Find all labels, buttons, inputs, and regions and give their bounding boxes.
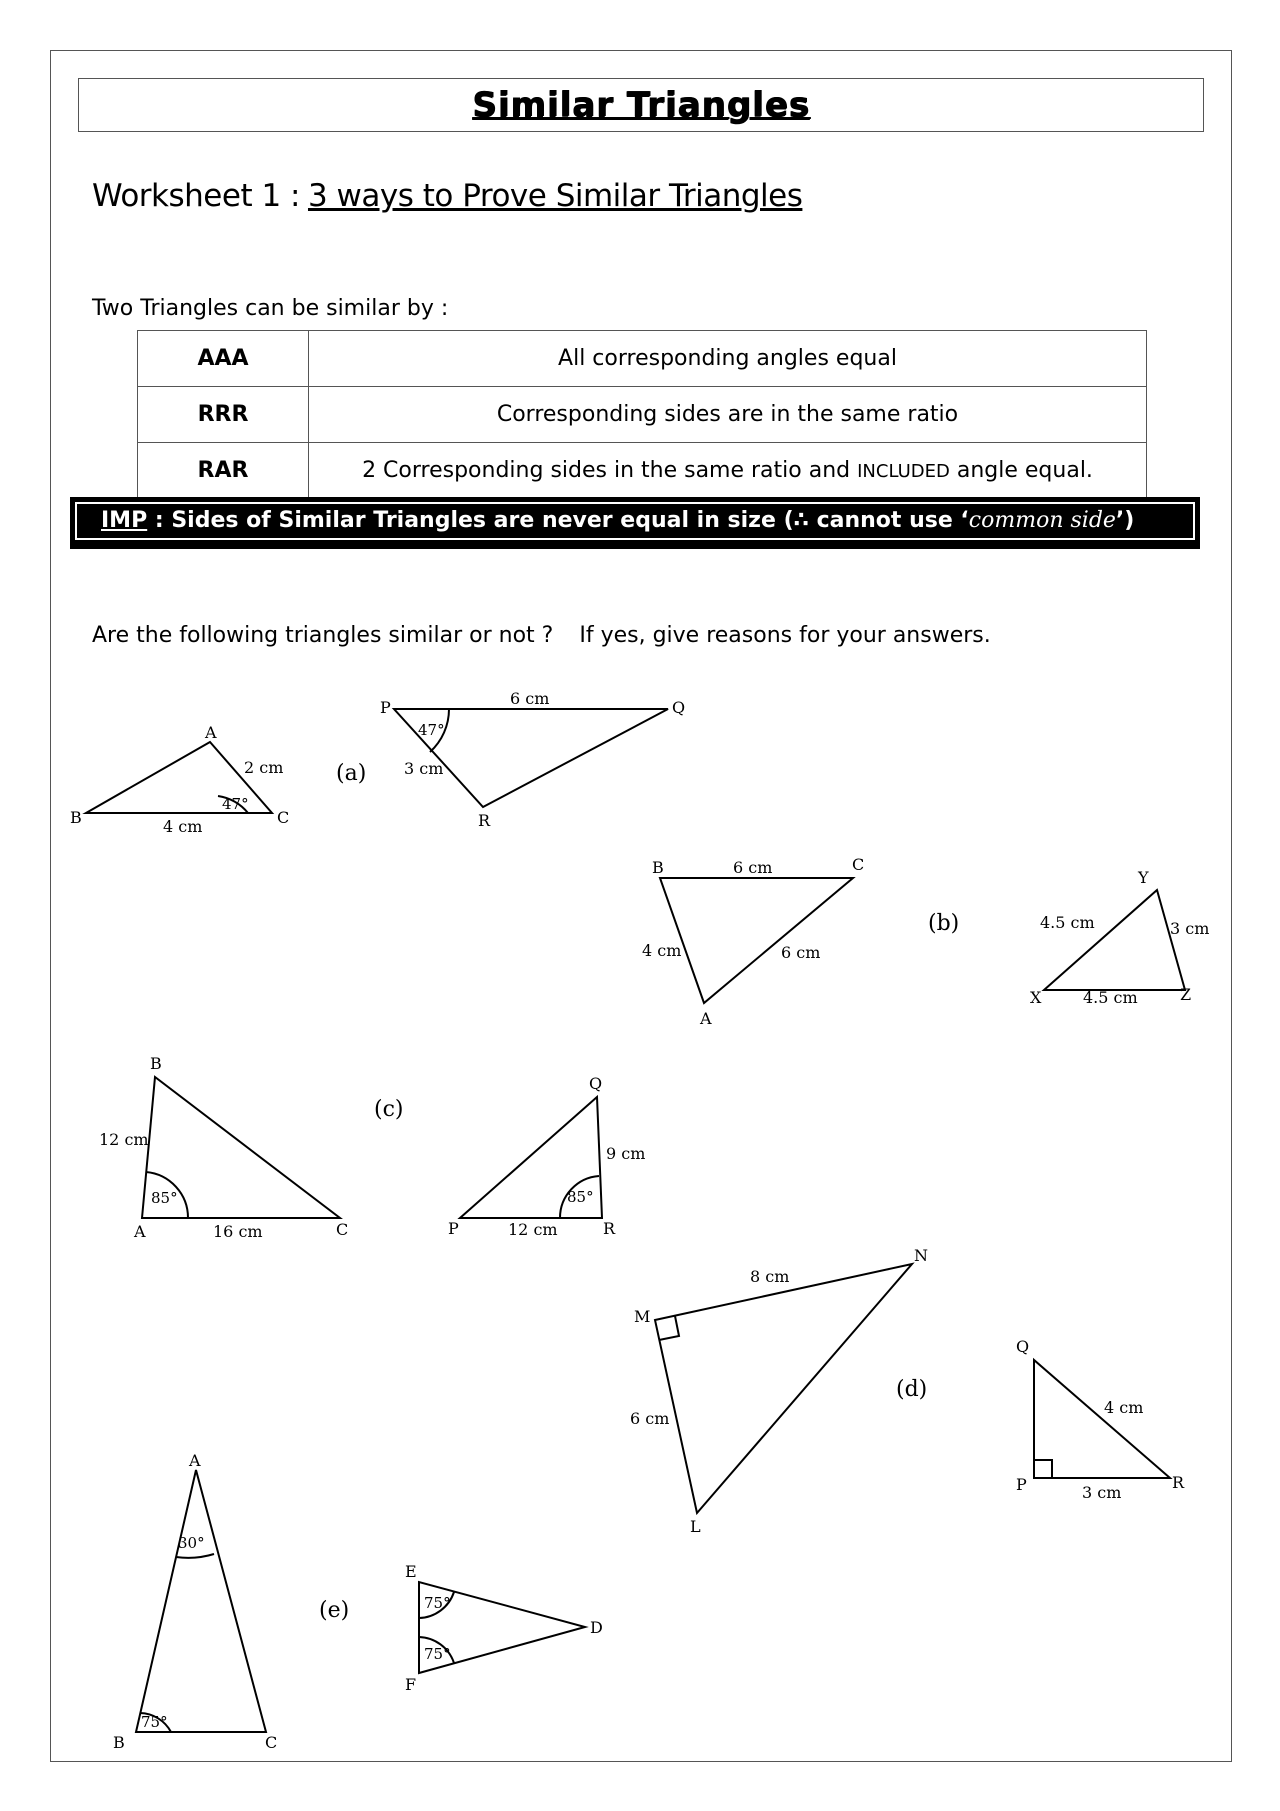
vertex-label: P: [448, 1219, 459, 1238]
side-label: 4 cm: [163, 817, 203, 836]
imp-colon: :: [147, 508, 172, 533]
vertex-label: A: [134, 1222, 146, 1241]
vertex-label: C: [852, 855, 865, 874]
vertex-label: E: [405, 1562, 417, 1581]
side-label: 4 cm: [642, 941, 682, 960]
part-label: (c): [374, 1097, 404, 1122]
question-part-2: If yes, give reasons for your answers.: [579, 623, 991, 648]
vertex-label: R: [1172, 1473, 1185, 1492]
side-label: 6 cm: [733, 858, 773, 877]
vertex-label: Q: [672, 698, 686, 717]
side-label: 6 cm: [510, 689, 550, 708]
vertex-label: L: [690, 1517, 701, 1536]
vertex-label: A: [205, 723, 217, 742]
vertex-label: Q: [1016, 1337, 1030, 1356]
imp-close: ’): [1115, 508, 1135, 533]
angle-label: 85°: [151, 1189, 178, 1207]
side-label: 4.5 cm: [1083, 988, 1138, 1007]
vertex-label: A: [700, 1009, 712, 1028]
side-label: 3 cm: [404, 759, 444, 778]
vertex-label: F: [405, 1675, 417, 1694]
triangle-yxz-b: [1044, 890, 1185, 990]
side-label: 9 cm: [606, 1144, 646, 1163]
vertex-label: A: [189, 1451, 201, 1470]
intro-text: Two Triangles can be similar by :: [92, 296, 449, 321]
worksheet-label: Worksheet 1 :: [92, 178, 300, 214]
vertex-label: B: [150, 1054, 162, 1073]
vertex-label: P: [1016, 1475, 1027, 1494]
vertex-label: R: [603, 1219, 616, 1238]
side-label: 12 cm: [508, 1220, 558, 1239]
vertex-label: D: [590, 1618, 603, 1637]
vertex-label: B: [70, 808, 82, 827]
vertex-label: N: [914, 1246, 928, 1265]
criteria-code: AAA: [138, 331, 309, 387]
criteria-text: 2 Corresponding sides in the same ratio and: [362, 458, 858, 483]
angle-arc: [176, 1554, 214, 1558]
part-label: (d): [896, 1377, 928, 1402]
side-label: 2 cm: [244, 758, 284, 777]
criteria-text: Corresponding sides are in the same ratio: [496, 402, 959, 427]
triangle-mnl-d: [655, 1264, 912, 1513]
part-label: (a): [336, 761, 367, 786]
side-label: 6 cm: [781, 943, 821, 962]
criteria-emphasis: INCLUDED: [857, 461, 950, 482]
right-angle-mark: [659, 1316, 679, 1340]
angle-label: 30°: [178, 1534, 205, 1552]
part-label: (b): [928, 911, 960, 936]
therefore-symbol: ∴: [793, 508, 809, 533]
criteria-text-end: angle equal.: [949, 458, 1093, 483]
triangle-qpr-d: [1034, 1360, 1170, 1478]
triangle-abc-e: [136, 1470, 266, 1732]
vertex-label: Y: [1138, 868, 1149, 887]
criteria-text: All corresponding angles equal: [558, 346, 897, 371]
side-label: 6 cm: [630, 1409, 670, 1428]
vertex-label: X: [1030, 988, 1042, 1007]
vertex-label: P: [380, 698, 391, 717]
imp-text: Sides of Similar Triangles are never equal in size (: [171, 508, 794, 533]
imp-italic: common side: [968, 508, 1116, 533]
angle-label: 75°: [424, 1594, 451, 1612]
criteria-code: RRR: [138, 387, 309, 443]
angle-label: 47°: [222, 795, 249, 813]
side-label: 3 cm: [1170, 919, 1210, 938]
vertex-label: C: [265, 1733, 278, 1752]
side-label: 4 cm: [1104, 1398, 1144, 1417]
side-label: 3 cm: [1082, 1483, 1122, 1502]
vertex-label: C: [336, 1220, 349, 1239]
vertex-label: Z: [1180, 985, 1192, 1004]
side-label: 16 cm: [213, 1222, 263, 1241]
imp-text-2: cannot use ‘: [808, 508, 969, 533]
criteria-code: RAR: [138, 443, 309, 499]
right-angle-mark: [1034, 1460, 1052, 1478]
side-label: 8 cm: [750, 1267, 790, 1286]
angle-label: 75°: [424, 1645, 451, 1663]
angle-label: 47°: [418, 721, 445, 739]
angle-label: 85°: [567, 1188, 594, 1206]
side-label: 4.5 cm: [1040, 913, 1095, 932]
page-title: Similar Triangles: [472, 85, 810, 125]
vertex-label: M: [634, 1307, 651, 1326]
vertex-label: B: [652, 858, 664, 877]
imp-label: IMP: [101, 508, 148, 533]
vertex-label: Q: [589, 1074, 603, 1093]
angle-label: 75°: [141, 1713, 168, 1731]
side-label: 12 cm: [99, 1130, 149, 1149]
triangle-bca-b: [660, 878, 853, 1003]
vertex-label: C: [277, 808, 290, 827]
question-part-1: Are the following triangles similar or not ?: [92, 623, 554, 648]
vertex-label: R: [478, 811, 491, 830]
vertex-label: B: [113, 1733, 125, 1752]
worksheet-topic: 3 ways to Prove Similar Triangles: [307, 178, 803, 214]
part-label: (e): [319, 1598, 350, 1623]
